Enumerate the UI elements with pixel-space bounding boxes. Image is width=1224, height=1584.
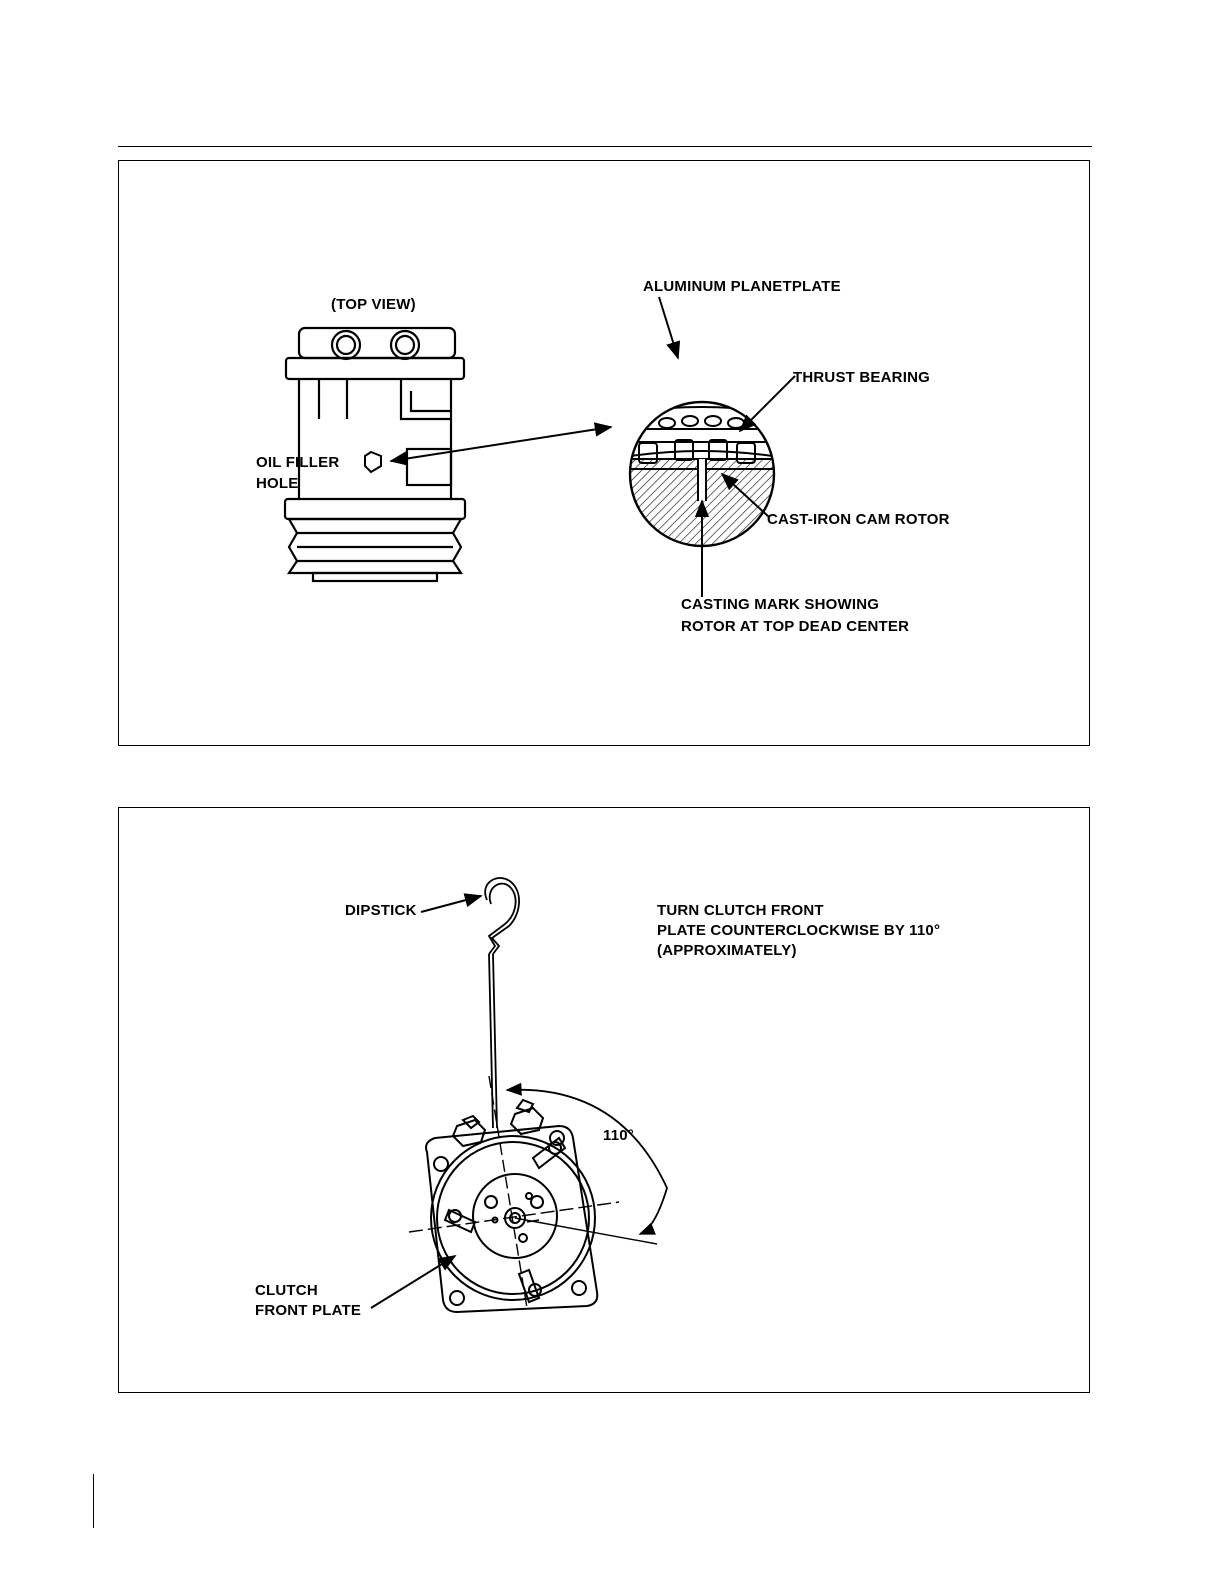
dipstick-label: DIPSTICK [345,902,417,919]
leader-lines-bottom [371,896,481,1308]
magnified-rotor-view [624,393,784,559]
casting-mark-label-line2: ROTOR AT TOP DEAD CENTER [681,618,910,635]
clutch-front-plate-label-line2: FRONT PLATE [255,1302,362,1319]
thrust-bearing-label: THRUST BEARING [793,369,930,386]
top-view-label: (TOP VIEW) [331,296,416,313]
header-rule [118,146,1092,147]
instruction-line1: TURN CLUTCH FRONT [657,902,824,919]
margin-bar [93,1474,94,1528]
instruction-line3: (APPROXIMATELY) [657,942,797,959]
angle-reference-lines [409,1076,667,1308]
aluminum-planetplate-label: ALUMINUM PLANETPLATE [643,278,841,295]
instruction-line2: PLATE COUNTERCLOCKWISE BY 110° [657,922,941,939]
casting-mark-label-line1: CASTING MARK SHOWING [681,596,880,613]
oil-filler-hole-label-line1: OIL FILLER [256,454,340,471]
figure-oil-filler-panel [118,160,1090,746]
cast-iron-cam-rotor-label: CAST-IRON CAM ROTOR [767,511,950,528]
angle-label: 110° [603,1127,634,1144]
figure-clutch-rotation-panel [118,807,1090,1393]
oil-filler-hole-label-line2: HOLE [256,475,299,492]
clutch-assembly [426,1100,597,1312]
clutch-front-plate-label-line1: CLUTCH [255,1282,318,1299]
